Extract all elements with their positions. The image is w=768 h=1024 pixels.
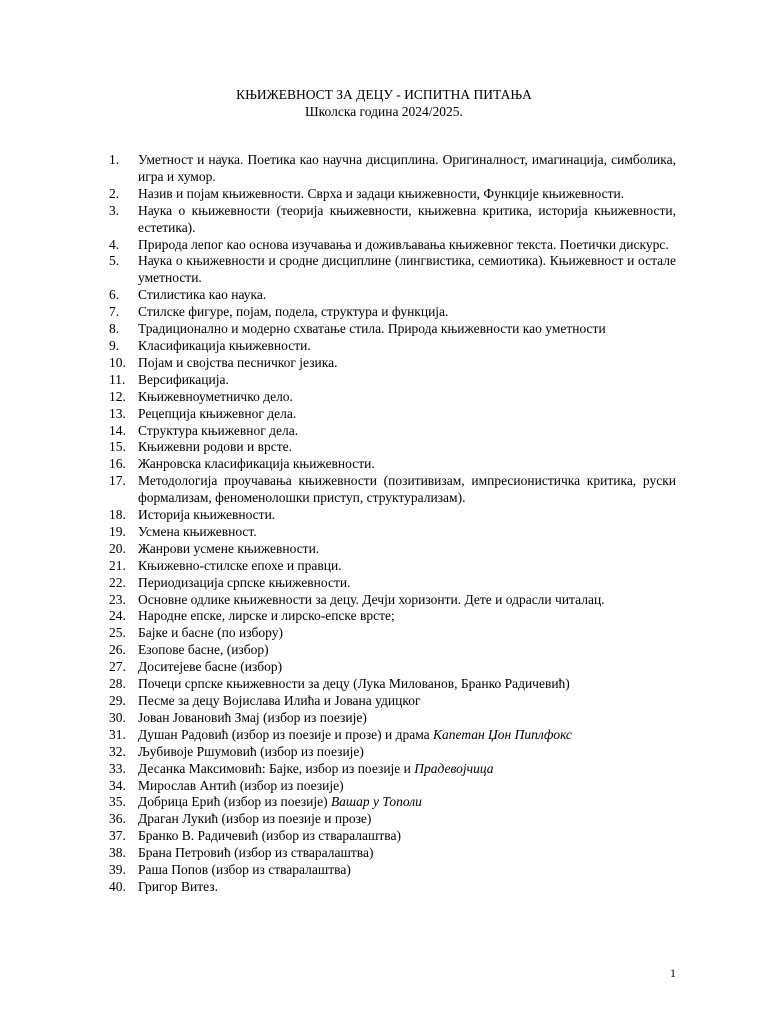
question-text-plain: Назив и појам књижевности. Сврха и задаци књижевности, Функције књижевности. (138, 185, 625, 201)
question-text (138, 507, 275, 522)
question-text-plain: Десанка Максимовић: Бајке, избор из поезије и (138, 760, 415, 776)
question-item (109, 761, 676, 778)
question-number: 16. (109, 456, 126, 472)
question-item (109, 845, 676, 862)
question-text (138, 845, 374, 860)
question-text-plain: Појам и својства песничког језика. (138, 354, 338, 370)
question-text (138, 828, 401, 843)
document-header (0, 86, 768, 120)
question-text-plain: Раша Попов (избор из стваралаштва) (138, 862, 351, 878)
question-number: 21. (109, 557, 126, 573)
question-text-plain: Јован Јовановић Змај (избор из поезије) (138, 709, 367, 725)
question-item (109, 389, 676, 406)
document-title: КЊИЖЕВНОСТ ЗА ДЕЦУ - ИСПИТНА ПИТАЊА (236, 87, 532, 102)
question-number: 37. (109, 828, 126, 844)
question-text-plain: Григор Витез. (138, 878, 218, 894)
question-number: 29. (109, 693, 126, 708)
question-number: 28. (109, 676, 126, 692)
question-item (109, 406, 676, 423)
question-number: 1. (109, 152, 120, 167)
question-text-italic-title: Вашар у Тополи (330, 794, 422, 810)
question-text-plain: Народне епске, лирске и лирско-епске врсте; (138, 608, 395, 624)
question-text (138, 355, 338, 370)
question-text (138, 608, 395, 623)
question-item (109, 710, 676, 727)
question-number: 39. (109, 862, 126, 878)
question-item (109, 744, 676, 761)
question-text-plain: Доситејеве басне (избор) (138, 659, 283, 675)
question-number: 36. (109, 811, 126, 827)
question-item (109, 473, 676, 507)
question-number: 33. (109, 760, 126, 776)
question-text (138, 456, 375, 471)
question-item (109, 287, 676, 304)
question-item (109, 676, 676, 693)
question-number: 14. (109, 422, 126, 438)
question-text (138, 321, 606, 336)
question-item (109, 608, 676, 625)
question-item (109, 372, 676, 389)
question-number: 13. (109, 405, 126, 421)
question-text-plain: Природа лепог као основа изучавања и доживљавања књижевног текста. Поетички дискурс. (138, 236, 669, 252)
question-number: 25. (109, 625, 126, 641)
question-text-plain: Уметност и наука. Поетика као научна дисциплина. Оригиналност, имагинација, симболика, игра и хумор. (138, 152, 676, 184)
question-text (138, 237, 669, 252)
question-number: 5. (109, 253, 120, 269)
question-text (138, 389, 293, 404)
question-text-plain: Љубивоје Ршумовић (избор из поезије) (138, 743, 364, 759)
question-number: 23. (109, 591, 126, 607)
question-item (109, 338, 676, 355)
question-item (109, 304, 676, 321)
question-number: 20. (109, 540, 126, 556)
question-text (138, 744, 364, 759)
question-number: 22. (109, 574, 126, 590)
question-item (109, 592, 676, 609)
question-text-plain: Књижевни родови и врсте. (138, 439, 293, 455)
question-text (138, 541, 319, 556)
question-item (109, 355, 676, 372)
question-number: 15. (109, 439, 126, 455)
question-text (138, 659, 282, 674)
question-number: 27. (109, 659, 126, 675)
question-text (138, 710, 367, 725)
question-text (138, 406, 296, 421)
question-number: 3. (109, 202, 120, 218)
question-text (138, 304, 448, 319)
question-number: 24. (109, 608, 126, 624)
question-text-plain: Основне одлике књижевности за децу. Дечји хоризонти. Дете и одрасли читалац. (138, 591, 605, 607)
question-text-plain: Жанровска класификација књижевности. (138, 456, 375, 472)
question-text-plain: Душан Радовић (избор из поезије и прозе) и драма (138, 726, 434, 742)
question-number: 12. (109, 388, 126, 404)
question-text (138, 524, 257, 539)
question-text (138, 879, 218, 894)
question-number: 31. (109, 726, 126, 742)
question-item (109, 253, 676, 287)
question-text (138, 642, 269, 657)
question-item (109, 794, 676, 811)
question-text-italic-title: Капетан Џон Пиплфокс (433, 726, 572, 742)
question-item (109, 625, 676, 642)
question-text-plain: Драган Лукић (избор из поезије и прозе) (138, 811, 372, 827)
question-text (138, 592, 605, 607)
question-number: 2. (109, 185, 120, 201)
question-item (109, 642, 676, 659)
question-text-plain: Версификација. (138, 371, 229, 387)
question-number: 7. (109, 304, 120, 320)
question-item (109, 541, 676, 558)
question-item (109, 727, 676, 744)
question-text (138, 676, 570, 691)
question-text-plain: Бранко В. Радичевић (избор из стваралаштва) (138, 828, 401, 844)
question-text-plain: Књижевноуметничко дело. (138, 388, 293, 404)
question-text (138, 625, 283, 640)
question-number: 4. (109, 236, 120, 252)
question-item (109, 507, 676, 524)
question-text-plain: Периодизација српске књижевности. (138, 574, 351, 590)
question-text-plain: Жанрови усмене књижевности. (138, 540, 320, 556)
question-number: 18. (109, 507, 126, 523)
question-text-plain: Наука о књижевности и сродне дисциплине (лингвистика, семиотика). Књижевност и остале уметности. (138, 253, 676, 286)
question-item (109, 456, 676, 473)
question-item (109, 524, 676, 541)
question-text (138, 203, 676, 235)
question-item (109, 423, 676, 440)
question-item (109, 828, 676, 845)
question-text (138, 473, 676, 505)
question-text-plain: Структура књижевног дела. (138, 422, 299, 438)
question-text-plain: Методологија проучавања књижевности (позитивизам, импресионистичка критика, руски формализам, феноменолошки приступ, структурализам). (138, 473, 676, 506)
question-text-plain: Усмена књижевност. (138, 523, 257, 539)
question-item (109, 862, 676, 879)
question-number: 30. (109, 709, 126, 725)
question-text-plain: Стилистика као наука. (138, 287, 267, 303)
question-number: 11. (109, 371, 126, 387)
question-text (138, 186, 624, 201)
question-text (138, 794, 422, 809)
question-text-plain: Брана Петровић (избор из стваралаштва) (138, 845, 374, 861)
question-text (138, 693, 421, 708)
question-item (109, 203, 676, 237)
question-number: 40. (109, 878, 126, 894)
question-item (109, 811, 676, 828)
question-text-plain: Традиционално и модерно схватање стила. Природа књижевности као уметности (138, 321, 606, 337)
question-number: 34. (109, 777, 126, 793)
question-item (109, 439, 676, 456)
question-text (138, 253, 676, 285)
question-item (109, 879, 676, 896)
question-item (109, 237, 676, 254)
question-item (109, 186, 676, 203)
question-number: 26. (109, 642, 126, 658)
document-subtitle: Школска година 2024/2025. (305, 104, 463, 119)
question-item (109, 778, 676, 795)
question-text-plain: Мирослав Антић (избор из поезије) (138, 777, 344, 793)
question-item (109, 659, 676, 676)
question-text (138, 778, 344, 793)
question-text-plain: Почеци српске књижевности за децу (Лука Милованов, Бранко Радичевић) (138, 676, 570, 692)
question-number: 35. (109, 794, 126, 810)
question-text-plain: Класификација књижевности. (138, 337, 311, 353)
question-text (138, 423, 298, 438)
question-text-plain: Књижевно-стилске епохе и правци. (138, 557, 342, 573)
question-text (138, 575, 350, 590)
question-item (109, 693, 676, 710)
question-text (138, 811, 371, 826)
question-text-italic-title: Прадевојчица (414, 760, 494, 776)
question-text (138, 372, 229, 387)
question-text (138, 761, 494, 776)
question-item (109, 152, 676, 186)
question-text (138, 727, 572, 742)
question-number: 32. (109, 743, 126, 759)
question-number: 6. (109, 287, 120, 303)
question-text (138, 439, 292, 454)
question-text (138, 558, 342, 573)
question-list (109, 152, 676, 896)
question-text-plain: Бајке и басне (по избору) (138, 625, 283, 641)
page-number: 1 (670, 966, 676, 980)
question-number: 8. (109, 321, 120, 337)
question-text-plain: Добрица Ерић (избор из поезије) (138, 794, 331, 810)
question-text (138, 152, 676, 184)
question-text-plain: Рецепција књижевног дела. (138, 405, 297, 421)
question-number: 38. (109, 845, 126, 861)
question-number: 10. (109, 354, 126, 370)
question-text-plain: Историја књижевности. (138, 507, 276, 523)
question-number: 9. (109, 337, 120, 353)
question-text-plain: Песме за децу Војислава Илића и Јована удицког (138, 693, 421, 708)
question-item (109, 321, 676, 338)
question-text (138, 287, 266, 302)
question-number: 17. (109, 473, 126, 489)
question-text-plain: Наука о књижевности (теорија књижевности, књижевна критика, историја књижевности, естетика). (138, 202, 676, 235)
question-item (109, 558, 676, 575)
question-number: 19. (109, 523, 126, 539)
question-text (138, 862, 351, 877)
question-item (109, 575, 676, 592)
question-text-plain: Стилске фигуре, појам, подела, структура и функција. (138, 304, 449, 320)
question-text (138, 338, 311, 353)
question-text-plain: Езопове басне, (избор) (138, 642, 269, 658)
